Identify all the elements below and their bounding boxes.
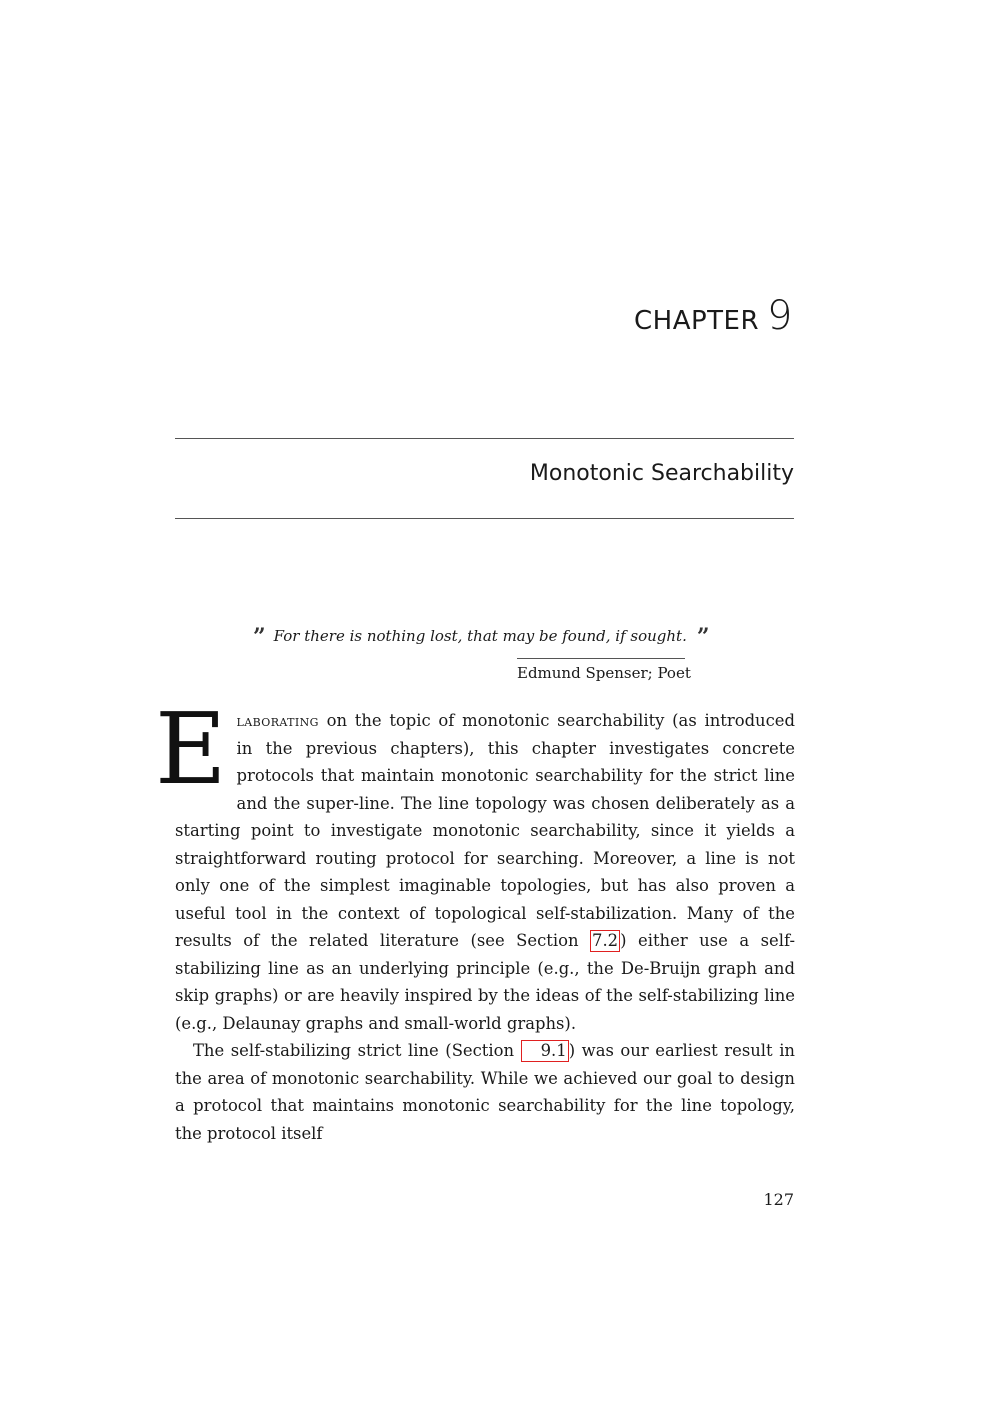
paragraph-1 xyxy=(155,693,795,1037)
page-number: 127 xyxy=(763,1190,794,1209)
paragraph-1-text-b: ) either use a self-stabilizing line as an underlying principle (e.g., the De-Bruijn graph and skip graphs) or are heavily inspired by the ideas of the self-stabilizing line (e.g., Delaunay graphs and small-world graphs). xyxy=(175,931,795,1033)
chapter-number: 9 xyxy=(767,293,793,339)
epigraph xyxy=(253,624,710,650)
paragraph-2-text-b: ) was our earliest result in the area of monotonic searchability. While we achieved our goal to design a protocol that maintains monotonic searchability for the line topology, the protocol itself xyxy=(175,1041,795,1143)
smallcaps-lead: laborating xyxy=(236,711,319,730)
title-bottom-rule xyxy=(175,518,794,519)
paragraph-1-text-a: on the topic of monotonic searchability (as introduced in the previous chapters), this chapter investigates concrete protocols that maintain monotonic searchability for the strict line and the super-line. The line topology was chosen deliberately as a starting point to investigate monotonic searchability, since it yields a straightforward routing protocol for searching. Moreover, a line is not only one of the simplest imaginable topologies, but has also proven a useful tool in the context of topological self-stabilization. Many of the results of the related literature (see Section xyxy=(175,711,795,950)
dropcap-letter: E xyxy=(155,693,227,807)
attribution-rule xyxy=(517,658,685,659)
section-ref-link[interactable]: 9.1 xyxy=(521,1040,569,1062)
quote-open-mark: ” xyxy=(253,624,266,650)
paragraph-2 xyxy=(175,1037,795,1147)
paragraph-2-text-a: The self-stabilizing strict line (Section xyxy=(193,1041,521,1060)
epigraph-attribution: Edmund Spenser; Poet xyxy=(517,664,691,682)
epigraph-quote: For there is nothing lost, that may be found, if sought. xyxy=(273,627,687,645)
quote-close-mark: ” xyxy=(696,624,710,650)
chapter-heading xyxy=(634,293,793,339)
section-ref-link[interactable]: 7.2 xyxy=(592,931,619,950)
chapter-label: CHAPTER xyxy=(634,306,760,336)
title-top-rule xyxy=(175,438,794,439)
chapter-title: Monotonic Searchability xyxy=(529,461,794,486)
body-text xyxy=(155,693,795,1147)
